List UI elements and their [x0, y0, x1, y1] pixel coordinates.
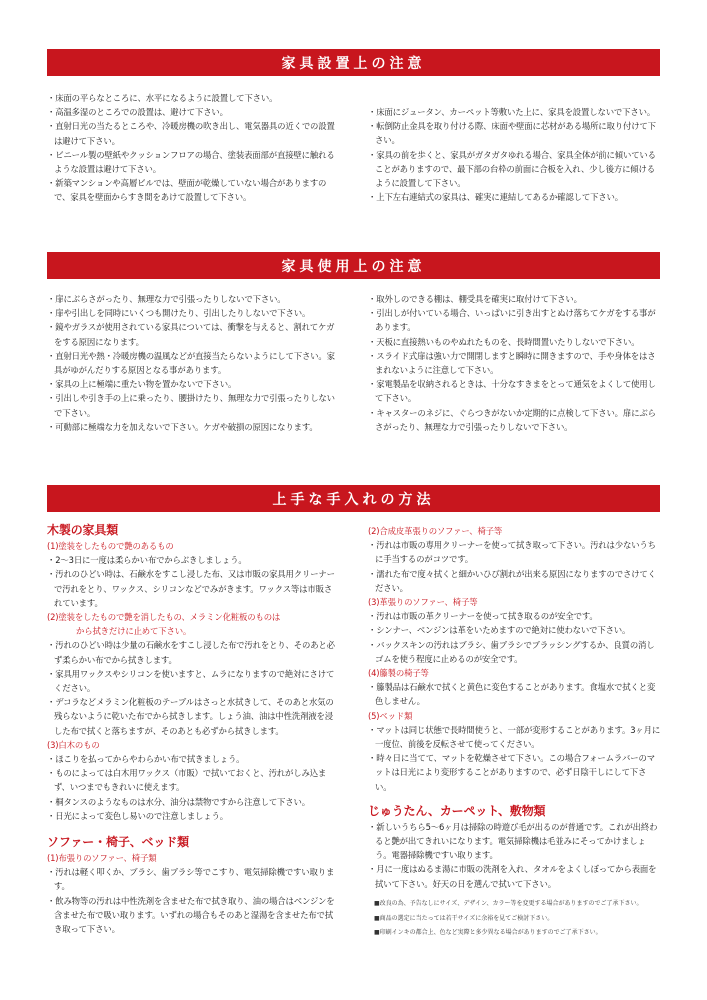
- list-item: ・ デコラなどメラミン化粧板のテーブルはさっと水拭きして、そのあと水気の残らないように乾いた布でから拭きします。しょう油、油は中性洗剤液を浸した布で拭くと落ちますが、そのあとも必ずから拭きします。: [47, 695, 340, 738]
- section-title-installation: 家具設置上の注意: [47, 49, 660, 76]
- footnote: ■ 改良の為、予告なしにサイズ、デザイン、カラー等を変更する場合がありますのでご了承下さい。: [374, 897, 664, 912]
- list-item: ・ スライド式扉は強い力で開閉しますと瞬時に開きますので、手や身体をはさまれないように注意して下さい。: [368, 349, 662, 377]
- list-item: ・ 飲み物等の汚れは中性洗剤を含ませた布で拭き取り、油の場合はベンジンを含ませた布で吸い取ります。いずれの場合もそのあと湿湯を含ませた布で拭き取って下さい。: [47, 894, 340, 937]
- list-item: ・ 桐タンスのようなものは水分、油分は禁物ですから注意して下さい。: [47, 795, 340, 809]
- sofa-subheading-5: (5)ベッド類: [368, 710, 413, 721]
- sofa-subheading-4: (4)籐製の椅子等: [368, 668, 429, 679]
- list-item: ・ ものによっては白木用ワックス（市販）で拭いておくと、汚れがしみ込まず、いつまでもきれいに使えます。: [47, 766, 340, 794]
- list-item: ・ 家具の前を歩くと、家具がガタガタゆれる場合、家具全体が前に傾いていることがありますので、最下部の台枠の前面に合板を入れ、少し後方に傾けるように設置して下さい。: [368, 148, 662, 191]
- list-item: ・ 濡れた布で度々拭くと細かいひび割れが出来る原因になりますのでさけてください。: [368, 567, 662, 595]
- list-item: ・ バックスキンの汚れはブラシ、歯ブラシでブラッシングするか、良質の消しゴムを使う程度に止めるのが安全です。: [368, 638, 662, 666]
- list-item: ・ 家具用ワックスやシリコンを使いますと、ムラになりますので絶対にさけてください。: [47, 667, 340, 695]
- list-item: ・ 2～3日に一度は柔らかい布でからぶきしましょう。: [47, 553, 340, 567]
- carpet-heading: じゅうたん、カーペット、敷物類: [368, 803, 546, 818]
- list-item: ・ 上下左右連結式の家具は、確実に連結してあるか確認して下さい。: [368, 190, 662, 204]
- footnote: ■ 印刷インキの都合上、色など実際と多少異なる場合がありますのでご了承下さい。: [374, 926, 664, 941]
- care-left-column: [47, 521, 340, 936]
- list-item: ・ マットは同じ状態で長時間使うと、一部が変形することがあります。3ヶ月に一度位、前後を反転させて使ってください。: [368, 723, 662, 751]
- list-item: ・ 日光によって変色し易いので注意しましょう。: [47, 809, 340, 823]
- installation-notes-left: [47, 91, 340, 205]
- list-item: ・ 汚れのひどい時は少量の石鹸水をすこし浸した布で汚れをとり、そのあと必ず柔らかい布でから拭きします。: [47, 638, 340, 666]
- list-item: ・ 床面にジュータン、カーペット等敷いた上に、家具を設置しないで下さい。: [368, 105, 662, 119]
- list-item: ・ 可動部に極端な力を加えないで下さい。ケガや破損の原因になります。: [47, 420, 340, 434]
- usage-notes-left: [47, 292, 340, 434]
- list-item: ・ 汚れは市販の革クリーナーを使って拭き取るのが安全です。: [368, 609, 662, 623]
- list-item: ・ 扉や引出しを同時にいくつも開けたり、引出したりしないで下さい。: [47, 306, 340, 320]
- section-title-care: 上手な手入れの方法: [47, 485, 660, 512]
- sofa-bed-heading: ソファー・椅子、ベッド類: [47, 835, 189, 850]
- list-item: ・ 月に一度はぬるま湯に市販の洗剤を入れ、タオルをよくしぼってから表面を拭いて下さい。好天の日を選んで拭いて下さい。: [368, 862, 662, 890]
- wood-subheading-3: (3)白木のもの: [47, 739, 100, 750]
- list-item: ・ 直射日光の当たるところや、冷暖房機の吹き出し、電気器具の近くでの設置は避けて下さい。: [47, 119, 340, 147]
- footnotes: [374, 897, 664, 941]
- list-item: ・ 新築マンションや高層ビルでは、壁面が乾燥していない場合がありますので、家具を壁面からすき間をあけて設置して下さい。: [47, 176, 340, 204]
- wood-subheading-1: (1)塗装をしたもので艶のあるもの: [47, 541, 174, 551]
- usage-notes-right: [368, 292, 662, 434]
- wood-subheading-2-cont: から拭きだけに止めて下さい。: [76, 626, 192, 637]
- wood-furniture-heading: 木製の家具類: [47, 523, 119, 537]
- footnote: ■ 商品の選定に当たっては若干サイズに余裕を見てご検討下さい。: [374, 912, 664, 927]
- list-item: ・ 籐製品は石鹸水で拭くと黄色に変色することがあります。食塩水で拭くと変色しません。: [368, 680, 662, 708]
- list-item: ・ 引出しや引き手の上に乗ったり、腰掛けたり、無理な力で引張ったりしないで下さい。: [47, 391, 340, 419]
- list-item: ・ キャスターのネジに、ぐらつきがないか定期的に点検して下さい。扉にぶらさがったり、無理な力で引張ったりしないで下さい。: [368, 406, 662, 434]
- list-item: ・ 家具の上に極端に重たい物を置かないで下さい。: [47, 377, 340, 391]
- list-item: ・ 直射日光や熱・冷暖房機の温風などが直接当たらないようにして下さい。家具がゆがんだりする原因となる事があります。: [47, 349, 340, 377]
- installation-notes-right: [368, 105, 662, 204]
- list-item: ・ 高温多湿のところでの設置は、避けて下さい。: [47, 105, 340, 119]
- list-item: ・ 取外しのできる棚は、棚受具を確実に取付けて下さい。: [368, 292, 662, 306]
- list-item: ・ 引出しが付いている場合、いっぱいに引き出すとぬけ落ちてケガをする事があります。: [368, 306, 662, 334]
- list-item: ・ 鏡やガラスが使用されている家具については、衝撃を与えると、割れてケガをする原因になります。: [47, 320, 340, 348]
- list-item: ・ 汚れは市販の専用クリーナーを使って拭き取って下さい。汚れは少ないうちに手当するのがコツです。: [368, 538, 662, 566]
- care-right-column: [368, 524, 662, 891]
- list-item: ・ 汚れは軽く叩くか、ブラシ、歯ブラシ等でこすり、電気掃除機ですい取ります。: [47, 865, 340, 893]
- list-item: ・ ほこりを払ってからやわらかい布で拭きましょう。: [47, 752, 340, 766]
- wood-subheading-2: (2)塗装をしたもので艶を消したもの、メラミン化粧板のものは: [47, 612, 281, 623]
- section-title-usage: 家具使用上の注意: [47, 252, 660, 279]
- list-item: ・ シンナー、ベンジンは革をいためますので絶対に使わないで下さい。: [368, 623, 662, 637]
- list-item: ・ 時々日に当てて、マットを乾燥させて下さい。この場合フォームラバーのマットは日光により変形することがありますので、必ず日陰干しにして下さい。: [368, 751, 662, 794]
- list-item: ・ 扉にぶらさがったり、無理な力で引張ったりしないで下さい。: [47, 292, 340, 306]
- sofa-subheading-2: (2)合成皮革張りのソファー、椅子等: [368, 526, 503, 536]
- list-item: ・ 床面の平らなところに、水平になるように設置して下さい。: [47, 91, 340, 105]
- list-item: ・ 新しいうちら5～6ヶ月は掃除の時遊び毛が出るのが普通です。これが出終わると艶が出てきれいになります。電気掃除機は毛並みにそってかけましょう。電器掃除機ですい取ります。: [368, 820, 662, 863]
- list-item: ・ 天板に直接熱いものやぬれたものを、長時間置いたりしないで下さい。: [368, 335, 662, 349]
- sofa-subheading-3: (3)革張りのソファー、椅子等: [368, 597, 478, 608]
- list-item: ・ ビニール製の壁紙やクッションフロアの場合、塗装表面部が直接壁に触れるような設置は避けて下さい。: [47, 148, 340, 176]
- list-item: ・ 家電製品を収納されるときは、十分なすきまをとって通気をよくして使用して下さい。: [368, 377, 662, 405]
- sofa-subheading-1: (1)布張りのソファー、椅子類: [47, 853, 157, 864]
- list-item: ・ 転倒防止金具を取り付ける際、床面や壁面に芯材がある場所に取り付けて下さい。: [368, 119, 662, 147]
- list-item: ・ 汚れのひどい時は、石鹸水をすこし浸した布、又は市販の家具用クリーナーで汚れをとり、ワックス、シリコンなどでみがきます。ワックス等は市販されています。: [47, 567, 340, 610]
